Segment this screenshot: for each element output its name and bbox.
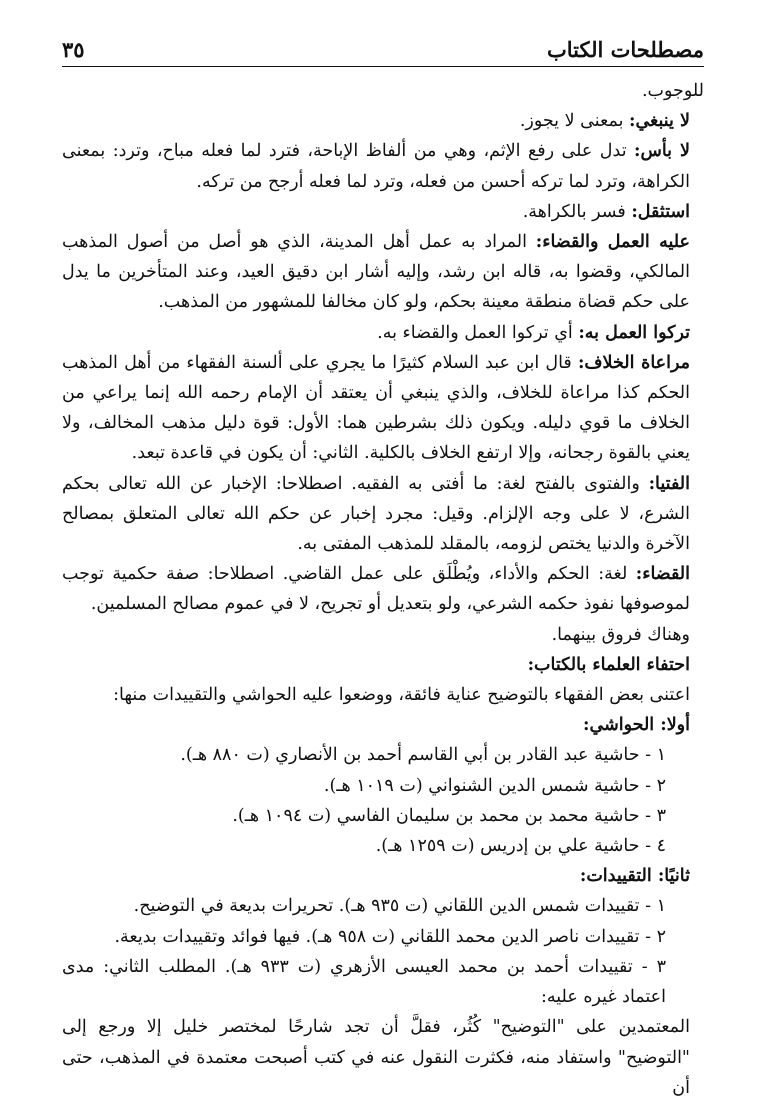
definition-text: فسر بالكراهة. [522,201,632,222]
list-item [62,771,704,801]
list-item-text: ٣ - حاشية محمد بن محمد بن سليمان الفاسي (ت ١٠٩٤ هـ). [232,805,666,826]
paragraph-text: وهناك فروق بينهما. [551,624,690,645]
definition-paragraph [62,227,704,318]
term: استثقل: [631,201,690,222]
definition-paragraph [62,559,704,619]
list-item [62,922,704,952]
definition-text: أي تركوا العمل والقضاء به. [377,322,579,343]
definition-text: تدل على رفع الإثم، وهي من ألفاظ الإباحة، فترد لما فعله مباح، وترد: بمعنى الكراهة، وترد لما تركه أحسن من فعله، وترد لما فعله أرجح من تركه. [62,141,690,192]
heading-text: احتفاء العلماء بالكتاب: [527,654,690,675]
definition-paragraph [62,197,704,227]
page-body [62,76,704,1103]
definition-text: قال ابن عبد السلام كثيرًا ما يجري على ألسنة الفقهاء من أهل المذهب الحكم كذا مراعاة للخلاف، والذي ينبغي أن يعتقد أن الإمام رحمه الله إنما يراعي من الخلاف ما قوي دليله. ويكون ذلك بشرطين هما: الأول: قوة دليل مذهب المخالف، ولا يعني بالقوة رجحانه، وإلا ارتفع الخلاف بالكلية. الثاني: أن يكون في قاعدة تبعد. [62,352,690,464]
list-item [62,891,704,921]
definition-paragraph [62,348,704,469]
term: مراعاة الخلاف: [577,352,690,373]
definition-paragraph [62,106,704,136]
definition-paragraph [62,469,704,560]
paragraph-text: للوجوب. [641,81,704,101]
list-item-text: ٢ - تقييدات ناصر الدين محمد اللقاني (ت ٩٥٨ هـ). فيها فوائد وتقييدات بديعة. [114,926,666,947]
definition-text: لغة: الحكم والأداء، ويُطْلَق على عمل القاضي. اصطلاحا: صفة حكمية توجب لموصوفها نفوذ حكمه الشرعي، ولو بتعديل أو تجريح، لا في عموم مصالح المسلمين. [62,564,690,615]
section-heading [62,650,704,680]
term: الفتيا: [648,473,690,494]
paragraph [62,680,704,710]
running-title: مصطلحات الكتاب [546,37,704,62]
term: لا بأس: [634,141,691,162]
list-item-text: ٤ - حاشية علي بن إدريس (ت ١٢٥٩ هـ). [375,836,666,857]
list-item [62,831,704,861]
list-item-text: ١ - حاشية عبد القادر بن أبي القاسم أحمد بن الأنصاري (ت ٨٨٠ هـ). [180,745,666,766]
page-header [62,28,704,67]
list-item-text: ١ - تقييدات شمس الدين اللقاني (ت ٩٣٥ هـ). تحريرات بديعة في التوضيح. [133,896,666,917]
term: لا ينبغي: [629,111,690,132]
section-heading [62,710,704,740]
paragraph-text: المعتمدين على "التوضيح" كُثُر، فقلَّ أن تجد شارحًا لمختصر خليل إلا ورجع إلى "التوضيح" واستفاد منه، فكثرت النقول عنه في كتب أصبحت معتمدة في المذهب، حتى أن [62,1017,690,1098]
list-item-text: ٣ - تقييدات أحمد بن محمد العيسى الأزهري (ت ٩٣٣ هـ). المطلب الثاني: مدى اعتماد غيره عليه: [62,956,666,1008]
heading-text: أولا: الحواشي: [583,715,690,736]
term: تركوا العمل به: [578,322,690,343]
definition-text: المراد به عمل أهل المدينة، الذي هو أصل من أصول المذهب المالكي، وقضوا به، قاله ابن رشد، وإليه أشار ابن دقيق العيد، وعند المتأخرين ما يدل على حكم قضاة منطقة معينة بحكم، ولو كان مخالفا للمشهور من المذهب. [62,232,690,313]
definition-text: والفتوى بالفتح لغة: ما أفتى به الفقيه. اصطلاحا: الإخبار عن الله تعالى بحكم الشرع، لا على وجه الإلزام. وقيل: مجرد إخبار عن حكم الله تعالى المتعلق بمصالح الآخرة والدنيا يختص لزومه، بالمقلد للمذهب المفتى به. [62,473,690,555]
list-item [62,740,704,770]
section-heading [62,861,704,891]
definition-paragraph [62,136,704,196]
paragraph-text: اعتنى بعض الفقهاء بالتوضيح عناية فائقة، ووضعوا عليه الحواشي والتقييدات منها: [113,685,690,706]
definition-text: بمعنى لا يجوز. [519,111,629,132]
paragraph [62,620,704,650]
list-item [62,801,704,831]
term: عليه العمل والقضاء: [535,232,690,253]
list-item-text: ٢ - حاشية شمس الدين الشنواني (ت ١٠١٩ هـ). [323,775,666,796]
term: القضاء: [635,564,690,585]
list-item [62,952,704,1012]
paragraph [62,76,704,106]
page-number: ٣٥ [62,37,85,62]
heading-text: ثانيًا: التقييدات: [579,866,690,887]
paragraph [62,1012,704,1103]
definition-paragraph [62,318,704,348]
